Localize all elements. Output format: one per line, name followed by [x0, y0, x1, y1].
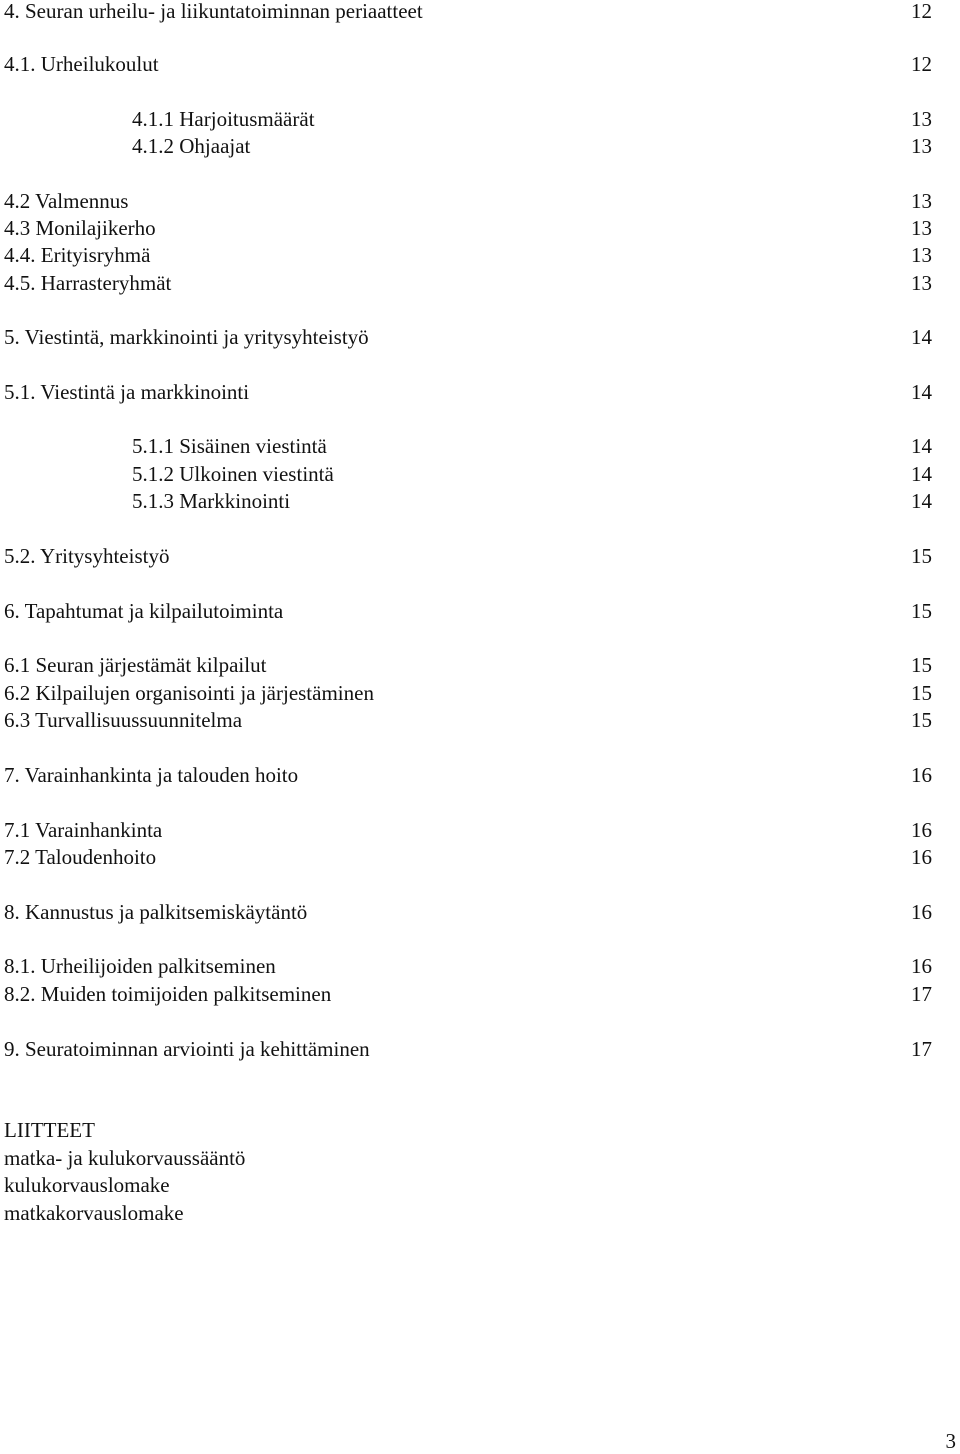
toc-entry-label: 6.3 Turvallisuussuunnitelma [4, 708, 243, 732]
toc-entry [0, 817, 960, 843]
toc-entry-page: 16 [911, 818, 932, 842]
toc-entry-page: 13 [911, 107, 932, 131]
toc-entry [0, 598, 960, 624]
toc-entry [0, 106, 960, 132]
toc-entry-label: 4.2 Valmennus [4, 189, 129, 213]
toc-entry-page: 16 [911, 954, 932, 978]
toc-entry-label: 5. Viestintä, markkinointi ja yritysyhteistyö [4, 325, 369, 349]
toc-entry-page: 13 [911, 189, 932, 213]
toc-entry [0, 1036, 960, 1062]
toc-entry [0, 188, 960, 214]
toc-entry-page: 14 [911, 462, 932, 486]
toc-entry [0, 844, 960, 870]
appendix-item: matka- ja kulukorvaussääntö [4, 1146, 246, 1170]
toc-entry-page: 16 [911, 900, 932, 924]
toc-entry [0, 762, 960, 788]
toc-entry-page: 17 [911, 1037, 932, 1061]
toc-entry-page: 17 [911, 982, 932, 1006]
toc-entry-page: 15 [911, 681, 932, 705]
toc-entry [0, 379, 960, 405]
toc-entry-label: 8. Kannustus ja palkitsemiskäytäntö [4, 900, 308, 924]
toc-entry-label: 4.1.1 Harjoitusmäärät [132, 107, 315, 131]
toc-entry [0, 270, 960, 296]
toc-entry-page: 12 [911, 52, 932, 76]
toc-entry-page: 14 [911, 380, 932, 404]
toc-entry [0, 488, 960, 514]
toc-entry-page: 15 [911, 653, 932, 677]
toc-entry-label: 6.1 Seuran järjestämät kilpailut [4, 653, 267, 677]
toc-entry-page: 16 [911, 763, 932, 787]
toc-entry-label: 5.1.3 Markkinointi [132, 489, 291, 513]
toc-entry-label: 5.2. Yritysyhteistyö [4, 544, 170, 568]
toc-entry-page: 16 [911, 845, 932, 869]
toc-entry-label: 4.1.2 Ohjaajat [132, 134, 251, 158]
toc-entry-label: 6. Tapahtumat ja kilpailutoiminta [4, 599, 284, 623]
toc-entry-page: 14 [911, 489, 932, 513]
toc-entry [0, 51, 960, 77]
toc-entry-page: 13 [911, 216, 932, 240]
toc-entry [0, 981, 960, 1007]
toc-entry-label: 5.1.2 Ulkoinen viestintä [132, 462, 334, 486]
toc-entry-page: 12 [911, 0, 932, 23]
toc-entry-page: 15 [911, 544, 932, 568]
toc-entry [0, 215, 960, 241]
toc-entry [0, 953, 960, 979]
toc-entry-label: 4.1. Urheilukoulut [4, 52, 159, 76]
toc-entry-label: 8.2. Muiden toimijoiden palkitseminen [4, 982, 332, 1006]
appendices-heading: LIITTEET [4, 1118, 95, 1142]
toc-entry-page: 13 [911, 271, 932, 295]
toc-entry-label: 4.5. Harrasteryhmät [4, 271, 172, 295]
toc-entry-page: 15 [911, 708, 932, 732]
page-number: 3 [945, 1429, 956, 1453]
appendix-item: matkakorvauslomake [4, 1201, 184, 1225]
toc-entry [0, 242, 960, 268]
toc-entry-label: 6.2 Kilpailujen organisointi ja järjestäminen [4, 681, 374, 705]
toc-entry-label: 4. Seuran urheilu- ja liikuntatoiminnan periaatteet [4, 0, 423, 23]
toc-entry [0, 899, 960, 925]
toc-entry-label: 5.1. Viestintä ja markkinointi [4, 380, 250, 404]
toc-entry-label: 7.1 Varainhankinta [4, 818, 163, 842]
toc-entry [0, 324, 960, 350]
toc-entry-label: 9. Seuratoiminnan arviointi ja kehittäminen [4, 1037, 370, 1061]
toc-entry [0, 0, 960, 24]
toc-entry-label: 8.1. Urheilijoiden palkitseminen [4, 954, 276, 978]
toc-entry-page: 13 [911, 243, 932, 267]
toc-entry-page: 14 [911, 325, 932, 349]
toc-entry-page: 14 [911, 434, 932, 458]
toc-entry-label: 4.4. Erityisryhmä [4, 243, 151, 267]
toc-entry [0, 652, 960, 678]
toc-entry [0, 461, 960, 487]
toc-entry-label: 5.1.1 Sisäinen viestintä [132, 434, 327, 458]
toc-entry-page: 15 [911, 599, 932, 623]
toc-entry [0, 133, 960, 159]
toc-entry-label: 7.2 Taloudenhoito [4, 845, 157, 869]
toc-entry [0, 707, 960, 733]
toc-entry-label: 4.3 Monilajikerho [4, 216, 156, 240]
appendix-item: kulukorvauslomake [4, 1173, 170, 1197]
toc-entry-label: 7. Varainhankinta ja talouden hoito [4, 763, 299, 787]
toc-entry [0, 433, 960, 459]
toc-entry [0, 543, 960, 569]
toc-entry [0, 680, 960, 706]
toc-entry-page: 13 [911, 134, 932, 158]
